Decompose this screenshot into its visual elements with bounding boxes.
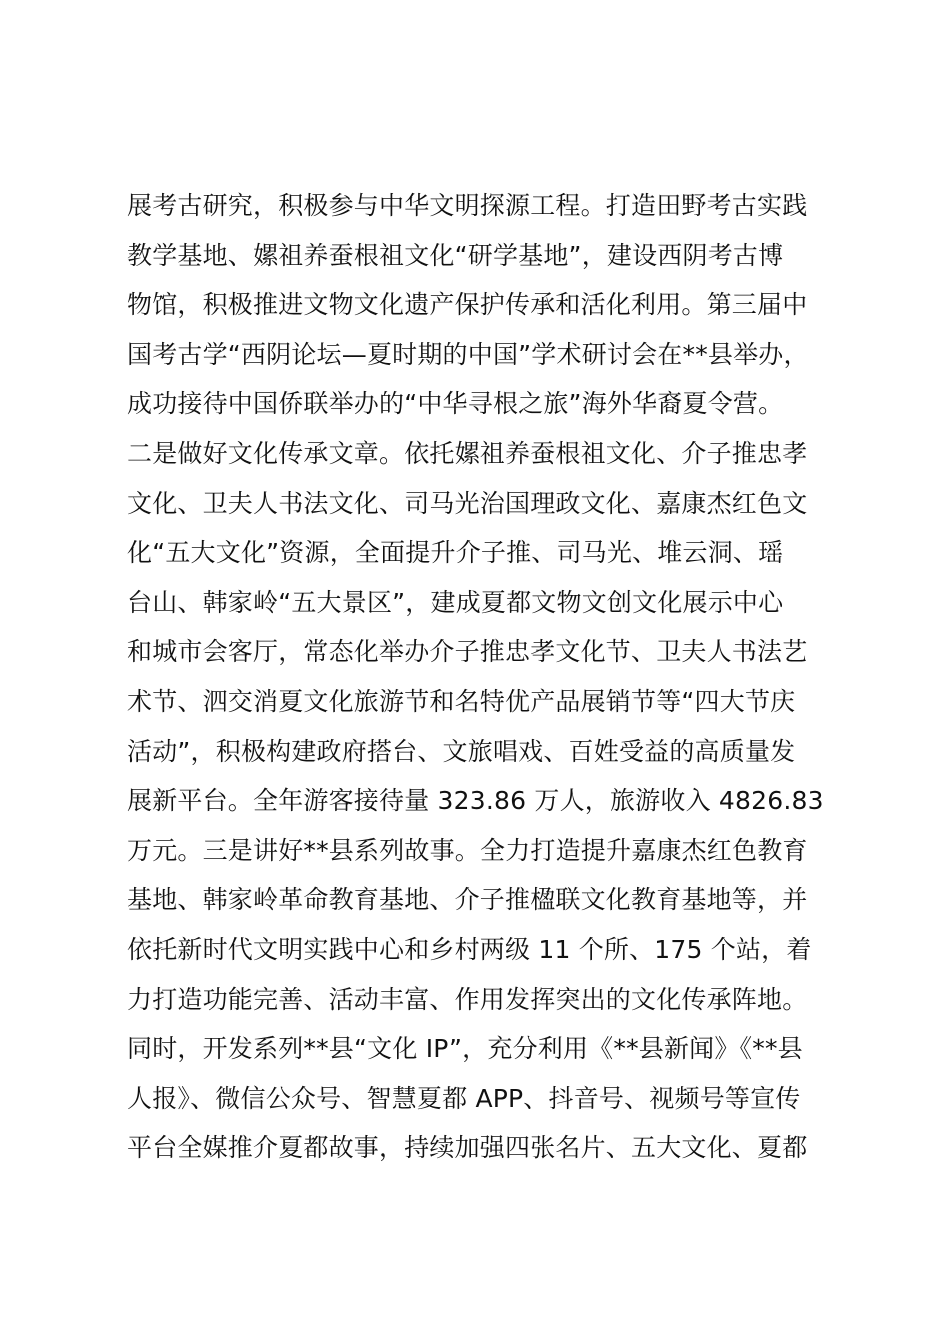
text-line-19: 人报》、微信公众号、智慧夏都 APP、抖音号、视频号等宣传 (127, 1083, 801, 1113)
text-line-17: 力打造功能完善、活动丰富、作用发挥突出的文化传承阵地。 (127, 984, 808, 1014)
body-text (127, 181, 867, 1173)
text-line-9: 台山、韩家岭“五大景区”，建成夏都文物文创文化展示中心 (127, 587, 784, 617)
text-line-5: 成功接待中国侨联举办的“中华寻根之旅”海外华裔夏令营。 (127, 389, 784, 419)
text-line-18: 同时，开发系列**县“文化 IP”，充分利用《**县新闻》《**县 (127, 1034, 803, 1064)
text-line-4: 国考古学“西阴论坛—夏时期的中国”学术研讨会在**县举办， (127, 339, 809, 369)
text-line-12: 活动”，积极构建政府搭台、文旅唱戏、百姓受益的高质量发 (127, 736, 796, 766)
text-line-8: 化“五大文化”资源，全面提升介子推、司马光、堆云洞、瑶 (127, 538, 784, 568)
text-line-14: 万元。三是讲好**县系列故事。全力打造提升嘉康杰红色教育 (127, 835, 808, 865)
text-line-13: 展新平台。全年游客接待量 323.86 万人，旅游收入 4826.83 (127, 786, 824, 816)
text-line-2: 教学基地、嫘祖养蚕根祖文化“研学基地”，建设西阴考古博 (127, 240, 784, 270)
text-line-3: 物馆，积极推进文物文化遗产保护传承和活化利用。第三届中 (127, 290, 808, 320)
text-line-16: 依托新时代文明实践中心和乡村两级 11 个所、175 个站，着 (127, 934, 812, 964)
text-line-6: 二是做好文化传承文章。依托嫘祖养蚕根祖文化、介子推忠孝 (127, 438, 808, 468)
text-line-11: 术节、泗交消夏文化旅游节和名特优产品展销节等“四大节庆 (127, 686, 796, 716)
text-line-1: 展考古研究，积极参与中华文明探源工程。打造田野考古实践 (127, 191, 808, 220)
text-line-20: 平台全媒推介夏都故事，持续加强四张名片、五大文化、夏都 (127, 1133, 808, 1163)
text-line-7: 文化、卫夫人书法文化、司马光治国理政文化、嘉康杰红色文 (127, 488, 808, 518)
text-line-10: 和城市会客厅，常态化举办介子推忠孝文化节、卫夫人书法艺 (127, 637, 808, 667)
text-line-15: 基地、韩家岭革命教育基地、介子推楹联文化教育基地等，并 (127, 885, 808, 915)
